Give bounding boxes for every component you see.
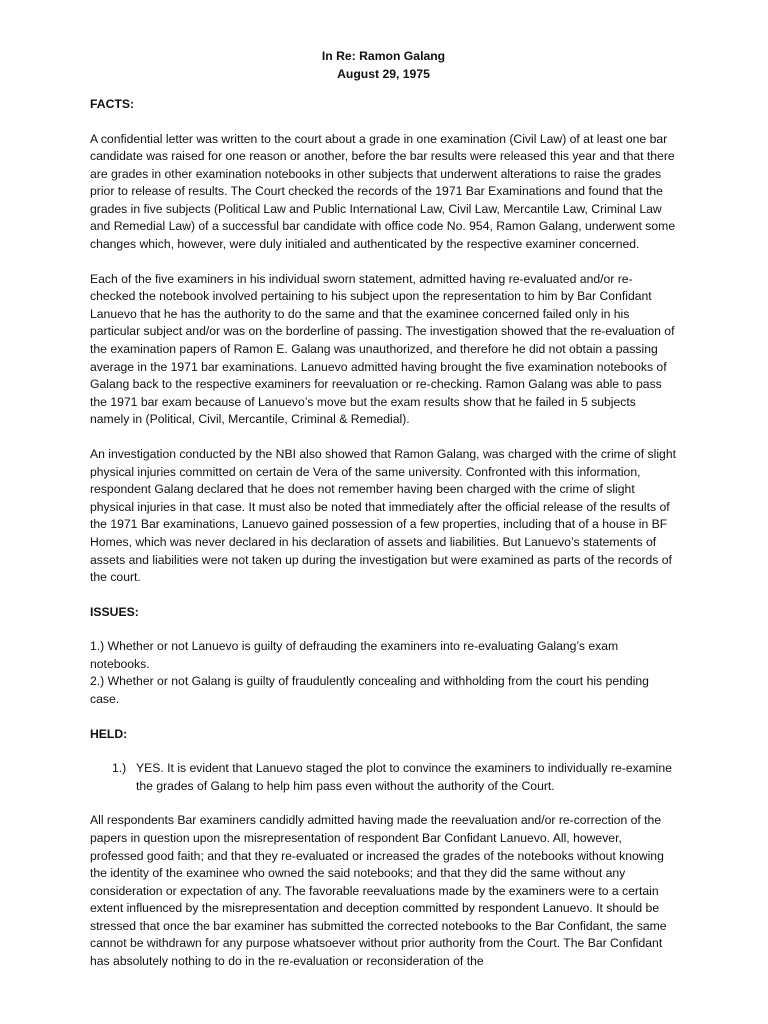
facts-paragraph-3: An investigation conducted by the NBI also showed that Ramon Galang, was charged with the crime of slight physical injuries committed on certain de Vera of the same university. Confronted with this information, respondent Galang declared that he does not remember having been charged with the crime of slight physical injuries in that case. It must also be noted that immediately after the official release of the results of the 1971 Bar examinations, Lanuevo gained possession of a few properties, including that of a house in BF Homes, which was never declared in his declaration of assets and liabilities. But Lanuevo’s statements of assets and liabilities were not taken up during the investigation but were examined as parts of the records of the court. bbox=[90, 447, 676, 585]
held-item-number: 1.) bbox=[112, 761, 127, 776]
document-title-block bbox=[90, 47, 677, 83]
issues-heading: ISSUES: bbox=[90, 604, 139, 619]
held-heading: HELD: bbox=[90, 726, 128, 741]
facts-paragraph-2: Each of the five examiners in his individual sworn statement, admitted having re-evaluated and/or re-checked the notebook involved pertaining to his subject upon the representation to him by Bar Confidant Lanuevo that he has the authority to do the same and that the examinee concerned failed only in his particular subject and/or was on the borderline of passing. The investigation showed that the re-evaluation of the examination papers of Ramon E. Galang was unauthorized, and therefore he did not obtain a passing average in the 1971 bar examinations. Lanuevo admitted having brought the five examination notebooks of Galang back to the respective examiners for reevaluation or re-checking. Ramon Galang was able to pass the 1971 bar exam because of Lanuevo’s move but the exam results show that he failed in 5 subjects namely in (Political, Civil, Mercantile, Criminal & Remedial). bbox=[90, 271, 675, 427]
facts-heading: FACTS: bbox=[90, 97, 135, 111]
facts-paragraph-1: A confidential letter was written to the court about a grade in one examination (Civil Law) of at least one bar candidate was raised for one reason or another, before the bar results were released this year and that there are grades in other examination notebooks in other subjects that underwent alterations to raise the grades prior to release of results. The Court checked the records of the 1971 Bar Examinations and found that the grades in five subjects (Political Law and Public International Law, Civil Law, Mercantile Law, Criminal Law and Remedial Law) of a successful bar candidate with office code No. 954, Ramon Galang, underwent some changes which, however, were duly initialed and authenticated by the respective examiner concerned. bbox=[90, 131, 676, 252]
case-title: In Re: Ramon Galang bbox=[321, 49, 446, 63]
held-list-item bbox=[90, 760, 677, 795]
issue-item-2: 2.) Whether or not Galang is guilty of fraudulently concealing and withholding from the court his pending case. bbox=[90, 674, 649, 707]
issues-list bbox=[90, 638, 677, 708]
held-paragraph: All respondents Bar examiners candidly admitted having made the reevaluation and/or re-correction of the papers in question upon the misrepresentation of respondent Bar Confidant Lanuevo. All, however, professed good faith; and that they re-evaluated or increased the grades of the notebooks without knowing the identity of the examinee who owned the said notebooks; and that they did the same without any consideration or expectation of any. The favorable reevaluations made by the examiners were to a certain extent influenced by the misrepresentation and deception committed by respondent Lanuevo. It should be stressed that once the bar examiner has submitted the corrected notebooks to the Bar Confidant, the same cannot be withdrawn for any purpose whatsoever without prior authority from the Court. The Bar Confidant has absolutely nothing to do in the re-evaluation or reconsideration of the bbox=[90, 813, 667, 969]
held-item-text: YES. It is evident that Lanuevo staged the plot to convince the examiners to individually re-examine the grades of Galang to help him pass even without the authority of the Court. bbox=[136, 761, 672, 793]
case-date: August 29, 1975 bbox=[337, 67, 430, 81]
issue-item-1: 1.) Whether or not Lanuevo is guilty of defrauding the examiners into re-evaluating Galang’s exam notebooks. bbox=[90, 639, 619, 671]
